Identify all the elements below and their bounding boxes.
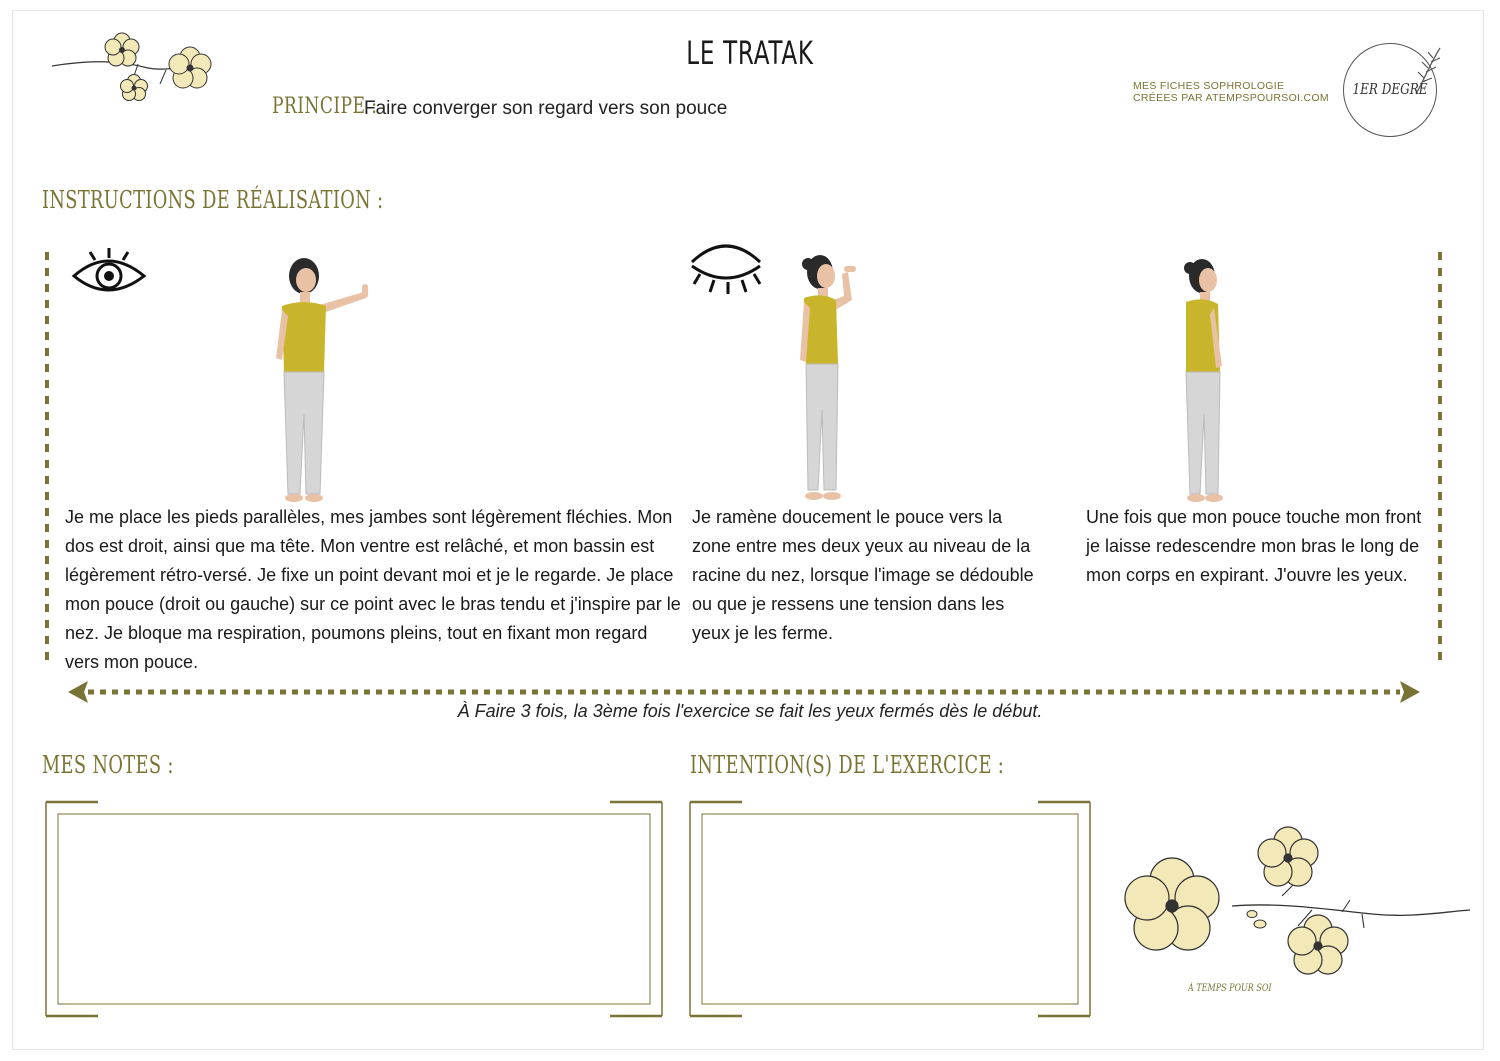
figure-thumb-to-forehead	[792, 250, 882, 506]
principe-label: PRINCIPE :	[272, 94, 378, 119]
brand-line-2: CRÉEES PAR ATEMPSPOURSOI.COM	[1133, 92, 1329, 104]
step-3-text: Une fois que mon pouce touche mon front je laisse redescendre mon bras le long de mon corps en expirant. J'ouvre les yeux.	[1086, 507, 1422, 585]
figure-arms-down	[1174, 254, 1244, 506]
step-1-text: Je me place les pieds parallèles, mes jambes sont légèrement fléchies. Mon dos est droit, ainsi que ma tête. Mon ventre est relâché, et mon bassin est légèrement rétro-versé. Je fixe un point devant moi et je le regarde. Je place mon pouce (droit ou gauche) sur ce point avec le bras tendu et j'inspire par le nez. Je bloque ma respiration, poumons pleins, tout en fixant mon regard vers mon pouce.	[65, 507, 681, 672]
intentions-box[interactable]	[688, 800, 1092, 1018]
brand-line-1: MES FICHES SOPHROLOGIE	[1133, 80, 1285, 92]
figure-arm-extended	[268, 254, 378, 506]
level-badge-label: 1ER DEGRÉ	[1352, 80, 1428, 98]
notes-title: MES NOTES :	[42, 751, 174, 779]
repeat-caption: À Faire 3 fois, la 3ème fois l'exercice se fait les yeux fermés dès le début.	[457, 701, 1043, 721]
step-2-text: Je ramène doucement le pouce vers la zone entre mes deux yeux au niveau de la racine du nez, lorsque l'image se dédouble ou que je ressens une tension dans les yeux je les ferme.	[692, 507, 1034, 643]
flower-branch-bottom-right-icon	[1112, 818, 1474, 982]
principe-text: Faire converger son regard vers son pouce	[364, 98, 728, 119]
intentions-title: INTENTION(S) DE L'EXERCICE :	[690, 751, 1005, 779]
open-eye-icon	[70, 244, 148, 300]
signature: À TEMPS POUR SOI	[1188, 983, 1272, 994]
closed-eye-icon	[688, 236, 764, 302]
notes-box[interactable]	[44, 800, 664, 1018]
instructions-title: INSTRUCTIONS DE RÉALISATION :	[42, 186, 384, 214]
page-title: LE TRATAK	[686, 34, 814, 72]
